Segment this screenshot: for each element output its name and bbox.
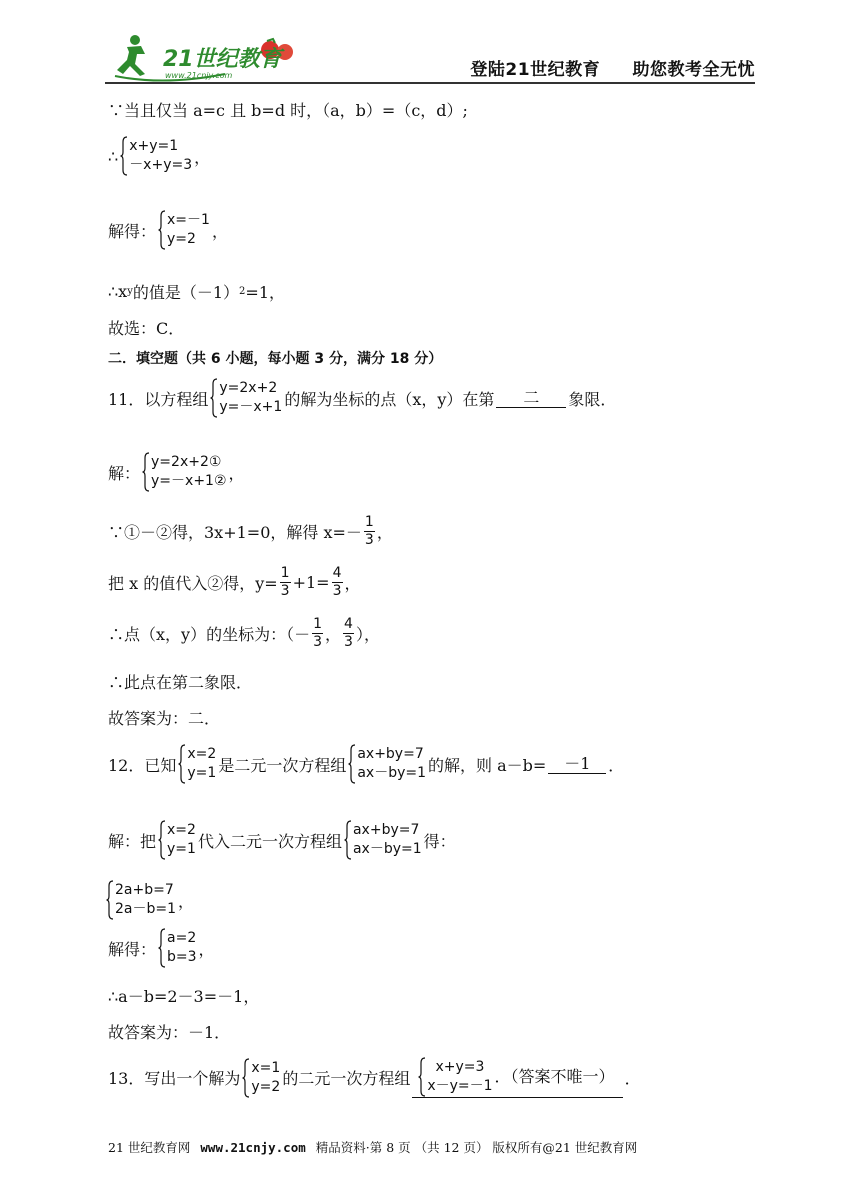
answer-blank: －1 xyxy=(548,755,606,774)
fraction: $\frac{1}{3}$ xyxy=(364,514,374,548)
text-line: 故答案为：二． xyxy=(108,709,221,728)
section-heading: 二．填空题（共 6 小题，每小题 3 分，满分 18 分） xyxy=(108,351,443,367)
text-line: 故选：C． xyxy=(108,319,185,338)
text-line: 2a+b=7 2a－b=1 ， xyxy=(104,880,194,920)
21cnjy-logo xyxy=(105,30,305,82)
fraction: $\frac{4}{3}$ xyxy=(332,565,342,599)
text-line: ∵①－②得，3x+1=0，解得 x=－ $\frac{1}{3}$ ， xyxy=(108,514,393,548)
page-footer: 21 世纪教育网 www.21cnjy.com 精品资料·第 8 页 （共 12 页） 版权所有@21 世纪教育网 xyxy=(108,1140,638,1155)
fraction: $\frac{4}{3}$ xyxy=(344,616,353,650)
page-header xyxy=(105,30,755,84)
question-11: 11．以方程组 y=2x+2 y=－x+1 的解为坐标的点（x，y）在第 二 象限． xyxy=(108,380,617,415)
fraction: $\frac{1}{3}$ xyxy=(313,616,322,650)
answer-blank: 二 xyxy=(496,389,566,408)
question-12: 12．已知 x=2 y=1 是二元一次方程组 ax+by=7 ax－by=1 的解，则 a－b= －1 ． xyxy=(108,746,625,781)
header-slogan xyxy=(470,55,755,80)
question-13: 13．写出一个解为 x=1 y=2 的二元一次方程组 x+y=3 x－y=－1 ．（答案不唯一） ． xyxy=(108,1057,641,1098)
equation-system: x+y=1 －x+y=3 xyxy=(120,136,192,176)
text-line: 解得： x=－1 y=2 ， xyxy=(108,210,228,250)
slogan-help: 助您教考全无忧 xyxy=(632,60,755,80)
text-line: 解： y=2x+2① y=－x+1② ， xyxy=(108,454,245,489)
text-line: 把 x 的值代入②得，y= $\frac{1}{3}$ +1= $\frac{4}{3}$ ， xyxy=(108,565,361,599)
text-line: ∴此点在第二象限． xyxy=(108,673,253,692)
text-line: ∴ x+y=1 －x+y=3 ， xyxy=(108,136,210,176)
text-line: 解：把 x=2 y=1 代入二元一次方程组 ax+by=7 ax－by=1 得： xyxy=(108,822,456,857)
text-line: 解得： a=2 b=3 ， xyxy=(108,930,215,965)
text-line: 故答案为：－1． xyxy=(108,1023,231,1042)
text-line: ∴a－b=2－3=－1， xyxy=(108,987,260,1006)
svg-text:www.21cnjy.com: www.21cnjy.com xyxy=(165,71,233,80)
text-line: ∴x y 的值是（－1） 2 =1， xyxy=(108,282,286,302)
slogan-login: 登陆21世纪教育 xyxy=(470,60,601,80)
answer-blank: x+y=3 x－y=－1 ．（答案不唯一） xyxy=(412,1057,622,1098)
equation-system: x=－1 y=2 xyxy=(158,210,210,250)
fraction: $\frac{1}{3}$ xyxy=(280,565,290,599)
header-divider xyxy=(105,82,755,84)
brace xyxy=(120,136,126,176)
footer-site-link: www.21cnjy.com xyxy=(200,1140,306,1155)
text-line: ∴点（x，y）的坐标为：（－ $\frac{1}{3}$ ， $\frac{4}{3}$ ）， xyxy=(108,616,380,650)
text-line: ∵当且仅当 a=c 且 b=d 时，（a，b）=（c，d）; xyxy=(108,101,468,120)
svg-text:21世纪教育: 21世纪教育 xyxy=(163,47,282,72)
